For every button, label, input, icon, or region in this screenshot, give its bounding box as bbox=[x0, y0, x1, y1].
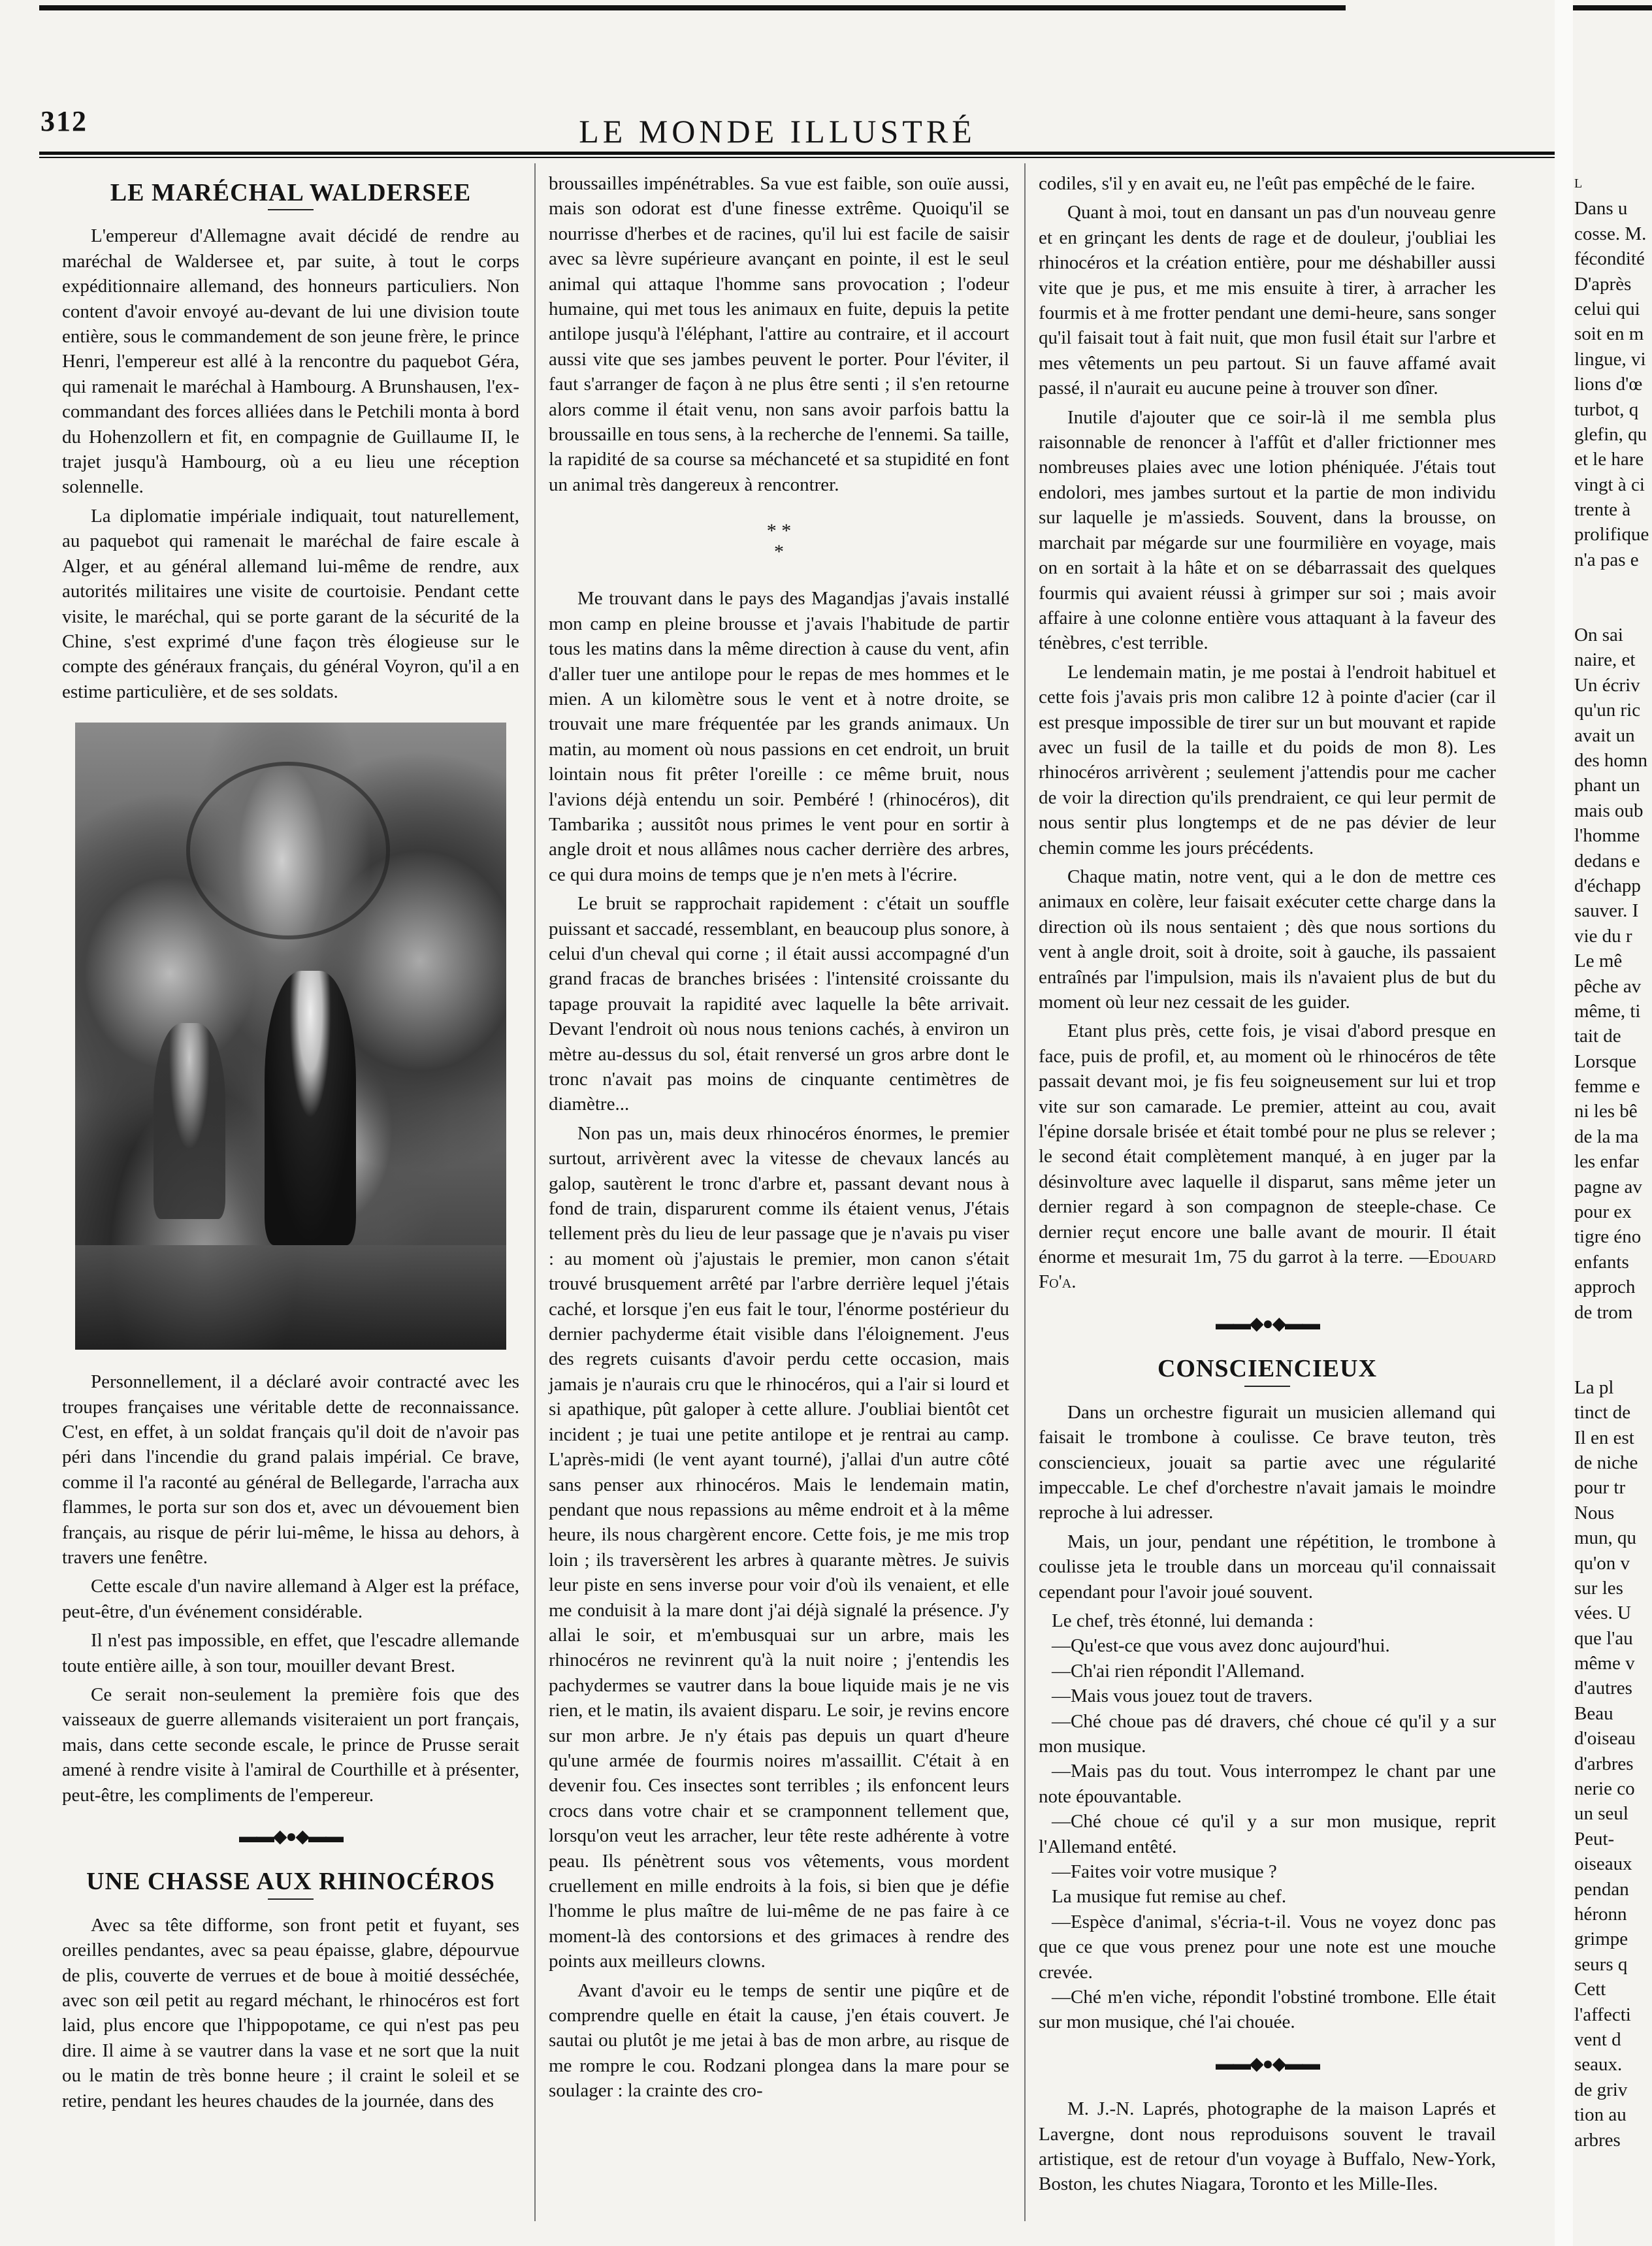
adjacent-page-line: même v bbox=[1574, 1653, 1635, 1674]
adjacent-page-line bbox=[1574, 572, 1652, 623]
adjacent-page-line: naire, et bbox=[1574, 649, 1636, 671]
adjacent-page-line: approch bbox=[1574, 1277, 1636, 1298]
paragraph: Avec sa tête difforme, son front petit et fuyant, ses oreilles pendantes, avec sa peau épaisse, glabre, dépourvue de plis, couverte de verrues et de boue à moitié desséchée, avec son œil petit au regard méchant, le rhinocéros est fort laid, plus encore que l'hippopotame, ce qui n'est pas peu dire. Il aime à se vautrer dans la vase et ne sort que la nuit ou le matin de très bonne heure ; il craint le soleil et se retire, pendant les heures chaudes de la journée, dans des bbox=[62, 1914, 519, 2111]
paragraph: Inutile d'ajouter que ce soir-là il me sembla plus raisonnable de renoncer à l'affût et d'aller frictionner mes nombreuses plaies avec une lotion phéniquée. J'étais tout endolori, mes jambes surtout et la partie de mon individu sur laquelle je m'assieds. Souvent, dans la brousse, on marchait par mégarde sur une fourmilière en voyage, mais on en sortait à la hâte et on se débarrassait des quelques fourmis qui avaient réussi à grimper sur soi ; mais avoir affaire à une colonne entière vous attaquant à la faveur des ténèbres, c'est terrible. bbox=[1039, 406, 1496, 654]
adjacent-page-line: lions d'œ bbox=[1574, 374, 1643, 395]
page-gutter bbox=[1555, 0, 1573, 2246]
paragraph: Personnellement, il a déclaré avoir contracté avec les troupes françaises une véritable dette de reconnaissance. C'est, en effet, à un soldat français qu'il doit de n'avoir pas péri dans l'incendie du grand palais impérial. Ce brave, comme il l'a raconté au général de Bellegarde, l'arracha aux flammes, le porta sur son dos et, avec un dévouement bien français, au risque de périr lui-même, le hissa au dehors, à travers une fenêtre. bbox=[62, 1371, 519, 1568]
paragraph: Mais, un jour, pendant une répétition, le trombone à coulisse jeta le trouble dans un morceau qu'il connaissait cependant pour l'avoir joué souvent. bbox=[1039, 1531, 1496, 1603]
column-2 bbox=[549, 171, 1009, 2108]
adjacent-page-line: de trom bbox=[1574, 1301, 1633, 1323]
adjacent-page-line: grimpe bbox=[1574, 1929, 1628, 1950]
adjacent-page-line: d'échapp bbox=[1574, 875, 1641, 896]
dialogue-line: —Mais pas du tout. Vous interrompez le chant par une note épouvantable. bbox=[1039, 1761, 1496, 1807]
adjacent-page-line: seaux. bbox=[1574, 2054, 1623, 2075]
column-divider bbox=[1024, 163, 1026, 2221]
adjacent-page-line: mun, qu bbox=[1574, 1527, 1637, 1549]
adjacent-page-line: fécondité bbox=[1574, 248, 1645, 270]
dialogue-line: —Ché m'en viche, répondit l'obstiné trombone. Elle était sur mon musique, ché l'ai chouée. bbox=[1039, 1987, 1496, 2033]
adjacent-page-line: de griv bbox=[1574, 2079, 1628, 2100]
adjacent-page-line: arbres bbox=[1574, 2129, 1621, 2151]
dialogue-line: —Faites voir votre musique ? bbox=[1052, 1861, 1277, 1882]
adjacent-page-line: phant un bbox=[1574, 775, 1640, 796]
adjacent-page-line: trente à bbox=[1574, 499, 1631, 521]
adjacent-page-line: Cett bbox=[1574, 1979, 1606, 2000]
adjacent-page-line: d'oiseau bbox=[1574, 1728, 1636, 1750]
adjacent-page-line: Un écriv bbox=[1574, 674, 1640, 696]
adjacent-page-line: tigre éno bbox=[1574, 1226, 1642, 1248]
dialogue-line: —Ché choue pas dé dravers, ché choue cé qu'il y a sur mon musique. bbox=[1039, 1710, 1496, 1757]
adjacent-page-line: vie du r bbox=[1574, 925, 1632, 947]
adjacent-page-line: d'autres bbox=[1574, 1678, 1632, 1699]
title-rule bbox=[268, 209, 314, 210]
dialogue-line: Le chef, très étonné, lui demanda : bbox=[1052, 1610, 1314, 1631]
paragraph: La diplomatie impériale indiquait, tout naturellement, au paquebot qui ramenait le maréchal de faire escale à Alger, et au général allemand lui-même de rendre, aux autorités militaires une visite de courtoisie. Pendant cette visite, le maréchal, qui se porte garant de la sécurité de la Chine, s'est exprimé d'une façon très élogieuse sur le compte des généraux français, du général Voyron, qu'il a en estime particulière, et de ses soldats. bbox=[62, 505, 519, 702]
adjacent-page-line: soit en m bbox=[1574, 323, 1644, 345]
adjacent-page-line: On sai bbox=[1574, 625, 1623, 646]
paragraph: Chaque matin, notre vent, qui a le don de mettre ces animaux en colère, leur faisait exécuter cette charge dans la direction où ils nous sentaient ; dès que nous sortions du vent à angle droit, soit à droite, soit à gauche, ils passaient entraînés par l'impulsion, mais ils n'avaient plus de but du moment où leur nez cessait de les guider. bbox=[1039, 866, 1496, 1013]
adjacent-page-line: avait un bbox=[1574, 724, 1635, 746]
paragraph: Il n'est pas impossible, en effet, que l'escadre allemande toute entière aille, à son tour, mouiller devant Brest. bbox=[62, 1630, 519, 1676]
adjacent-page-line: des homn bbox=[1574, 750, 1647, 771]
adjacent-page-line: tion au bbox=[1574, 2104, 1627, 2126]
adjacent-page-line: oiseaux bbox=[1574, 1853, 1632, 1875]
adjacent-page-heading: L bbox=[1574, 176, 1584, 191]
adjacent-page-line: Lorsque bbox=[1574, 1050, 1637, 1072]
photo-figure-shape bbox=[154, 1023, 225, 1219]
adjacent-page-line: dedans e bbox=[1574, 850, 1640, 871]
paragraph-text: Etant plus près, cette fois, je visai d'abord presque en face, puis de profil, et, au moment où le rhinocéros de tête passait devant moi, je fis feu soigneusement sur lui et trop vite sur son camarade. Le premier, atteint au cou, avait l'épine dorsale brisée et était tombé pour ne plus se relever ; le second était complètement manqué, à en juger par la désinvolture avec laquelle il disparut, sans même jeter un dernier regard à son compagnon de steeple-chase. Ce dernier reçut encore une balle avant de mourir. Il était énorme et mesurait 1m, 75 du garrot à la terre. — bbox=[1039, 1020, 1496, 1268]
adjacent-page-line: et le hare bbox=[1574, 449, 1644, 470]
dialogue-line: —Qu'est-ce que vous avez donc aujourd'hui. bbox=[1052, 1635, 1390, 1657]
adjacent-page-line: tait de bbox=[1574, 1026, 1621, 1047]
adjacent-page-line: un seul bbox=[1574, 1803, 1628, 1825]
adjacent-page-line: pêche av bbox=[1574, 975, 1642, 997]
column-1 bbox=[62, 171, 519, 2117]
article-title-consciencieux: CONSCIENCIEUX bbox=[1157, 1355, 1378, 1383]
adjacent-page-line: Il en est bbox=[1574, 1427, 1634, 1448]
adjacent-page-line: pagne av bbox=[1574, 1176, 1642, 1197]
adjacent-page-line: prolifique bbox=[1574, 524, 1649, 545]
adjacent-page-line: l'affecti bbox=[1574, 2004, 1631, 2025]
paragraph: Quant à moi, tout en dansant un pas d'un nouveau genre et en grinçant les dents de rage et de douleur, j'oubliai les rhinocéros et la création entière, pour me déshabiller aussi vite que je pus, et me mis ensuite à tirer, à arracher les fourmis et à me frotter pendant une demi-heure, sans songer qu'il faisait tout à fait nuit, que mon fusil était sur l'arbre et mes vêtements un peu partout. Si un fauve affamé avait passé, il n'aurait eu aucune peine à trouver son dîner. bbox=[1039, 202, 1496, 399]
section-stars: * * * bbox=[766, 520, 792, 563]
adjacent-page-line: glefin, qu bbox=[1574, 423, 1647, 445]
adjacent-page-line: vingt à ci bbox=[1574, 474, 1645, 495]
adjacent-page-strip bbox=[1574, 171, 1652, 2153]
paragraph: Avant d'avoir eu le temps de sentir une piqûre et de comprendre quelle en était la cause, j'en étais couvert. Je sautai ou plutôt je me jetai à bas de mon arbre, au risque de me rompre le cou. Rodzani plongea dans la mare pour se soulager : la crainte des cro- bbox=[549, 1979, 1009, 2102]
top-border-right bbox=[1568, 5, 1652, 10]
paragraph: codiles, s'il y en avait eu, ne l'eût pas empêché de le faire. bbox=[1039, 173, 1476, 194]
adjacent-page-line: Nous bbox=[1574, 1502, 1615, 1523]
ornament-divider: ▬▬◆●◆▬▬ bbox=[1216, 2053, 1319, 2074]
paragraph: L'empereur d'Allemagne avait décidé de rendre au maréchal de Waldersee et, par suite, à tout le corps expéditionnaire allemand, des honneurs particuliers. Non content d'avoir envoyé au-devant de lui une division toute entière, sous le commandement de son jeune frère, le prince Henri, l'empereur est allé à la rencontre du paquebot Géra, qui ramenait le maréchal à Hambourg. A Brunshausen, l'ex-commandant des forces alliées dans le Petchili monta à bord du Hohenzollern et fit, en compagnie de Guillaume II, le trajet jusqu'à Hambourg, où a eu lieu une réception solennelle. bbox=[62, 225, 519, 498]
ornament-divider: ▬▬◆●◆▬▬ bbox=[239, 1827, 342, 1847]
adjacent-page-line: pour ex bbox=[1574, 1201, 1632, 1223]
adjacent-page-line: seurs q bbox=[1574, 1953, 1628, 1975]
adjacent-page-line: celui qui bbox=[1574, 298, 1640, 319]
adjacent-page-line: de la ma bbox=[1574, 1126, 1639, 1147]
paragraph: Non pas un, mais deux rhinocéros énormes, le premier surtout, arrivèrent avec la vitesse de chevaux lancés au galop, sautèrent le tronc d'arbre et, passant devant nous à fond de train, disparurent comme ils étaient venus, J'étais tellement près du lieu de leur passage que je n'avais pu viser : au moment où j'ajustais le premier, mon canon s'était trouvé brusquement arrêté par l'arbre derrière lequel j'étais caché, et lorsque j'en eus fait le tour, l'énorme postérieur du dernier pachyderme était visible dans l'éloignement. J'eus des regrets cuisants d'avoir perdu cette occasion, mais jamais je n'aurais cru que le rhinocéros, qui a l'air si lourd et si apathique, pût galoper à cette allure. J'oubliai bientôt cet incident ; je tuai une petite antilope et je rentrai au camp. L'après-midi (le vent ayant tourné), j'allai d'un autre côté sans penser aux rhinocéros. Mais le lendemain matin, pendant que nous repassions au même endroit et à la même heure, ils nous chargèrent encore. Cette fois, je me mis trop loin ; ils traversèrent les arbres à quarante mètres. Je suivis leur piste en sens inverse pour voir d'où ils venaient, et elle me conduisit à la mare dont j'ai déjà signalé la présence. J'y allai le soir, et m'embusquai sur un arbre, mais les rhinocéros ne revinrent qu'à la nuit noire ; j'entendis les pachydermes se vautrer dans la boue liquide mais je ne vis rien, et le matin, ils avaient disparu. Le soir, je revins encore sur mon arbre. Je n'y étais pas depuis un quart d'heure qu'une armée de fourmis noires m'assaillit. C'était à en devenir fou. Ces insectes sont terribles ; ils enfoncent leurs crocs dans votre chair et se cramponnent tellement que, lorsqu'on veut les arracher, leur tête reste adhérente à votre peau. Ils pénètrent sous vos vêtements, vous mordent cruellement en mille endroits à la fois, si bien que je défie l'homme le plus maître de lui-même de ne pas faire à ce moment-là des contorsions et des grimaces à rendre des points aux meilleurs clowns. bbox=[549, 1122, 1009, 1972]
adjacent-page-line: mais oub bbox=[1574, 800, 1644, 821]
column-divider bbox=[534, 163, 536, 2221]
adjacent-page-line: La pl bbox=[1574, 1376, 1614, 1398]
adjacent-page-line: même, ti bbox=[1574, 1000, 1641, 1022]
adjacent-page-line bbox=[1574, 1325, 1652, 1375]
paragraph: Ce serait non-seulement la première fois que des vaisseaux de guerre allemands visiteraient un port français, mais, dans cette seconde escale, le prince de Prusse serait amené à rendre visite à l'amiral de Courthille et à présenter, peut-être, les compliments de l'empereur. bbox=[62, 1684, 519, 1806]
dialogue-line: —Ché choue cé qu'il y a sur mon musique, reprit l'Allemand entêté. bbox=[1039, 1811, 1496, 1857]
photo-floor-shape bbox=[75, 1245, 506, 1350]
adjacent-page-line: que l'au bbox=[1574, 1627, 1633, 1649]
adjacent-page-line: l'homme bbox=[1574, 825, 1640, 847]
title-rule bbox=[1244, 1386, 1290, 1387]
photo-frame-shape bbox=[186, 762, 390, 939]
dialogue-line: La musique fut remise au chef. bbox=[1052, 1886, 1287, 1908]
photo-figure-shape bbox=[265, 971, 356, 1245]
paragraph: Le lendemain matin, je me postai à l'endroit habituel et cette fois j'avais pris mon calibre 12 à pointe d'acier (car il est presque impossible de tirer sur un but mouvant et rapide avec un fusil de la taille et du poids de mon 8). Les rhinocéros arrivèrent ; seulement j'attendis pour me cacher de voir la direction qu'ils prendraient, ce qui leur permit de nous sentir plus longtemps et de ne pas dévier de leur chemin comme les jours précédents. bbox=[1039, 661, 1496, 858]
column-3 bbox=[1039, 171, 1496, 2201]
adjacent-page-line: Le mê bbox=[1574, 951, 1623, 972]
page-number: 312 bbox=[40, 105, 88, 137]
masthead-rule-thin bbox=[39, 157, 1555, 158]
dialogue-line: —Espèce d'animal, s'écria-t-il. Vous ne voyez donc pas que ce que vous prenez pour une note est une mouche crevée. bbox=[1039, 1911, 1496, 1983]
masthead: LE MONDE ILLUSTRÉ bbox=[579, 113, 976, 150]
adjacent-page-line: n'a pas e bbox=[1574, 549, 1639, 570]
masthead-rule bbox=[39, 152, 1555, 155]
adjacent-page-line: turbot, q bbox=[1574, 399, 1639, 420]
author-signature: Edouard Fo'a. bbox=[1039, 1246, 1496, 1293]
paragraph: Dans un orchestre figurait un musicien allemand qui faisait le trombone à coulisse. Ce brave teuton, très consciencieux, jouait sa partie avec une régularité impeccable. Le chef d'orchestre n'avait jamais le moindre reproche à lui adresser. bbox=[1039, 1401, 1496, 1523]
ornament-divider: ▬▬◆●◆▬▬ bbox=[1216, 1313, 1319, 1334]
adjacent-page-line: nerie co bbox=[1574, 1778, 1635, 1800]
adjacent-page-line: Beau bbox=[1574, 1702, 1613, 1724]
adjacent-page-line: qu'on v bbox=[1574, 1552, 1630, 1574]
adjacent-page-line: qu'un ric bbox=[1574, 700, 1641, 721]
adjacent-page-line: femme e bbox=[1574, 1076, 1640, 1098]
dialogue-line: —Mais vous jouez tout de travers. bbox=[1052, 1685, 1313, 1707]
adjacent-page-line: pour tr bbox=[1574, 1477, 1626, 1499]
adjacent-page-line: lingue, vi bbox=[1574, 348, 1646, 370]
article-title-waldersee: LE MARÉCHAL WALDERSEE bbox=[110, 179, 472, 206]
adjacent-page-line: de niche bbox=[1574, 1452, 1638, 1473]
dialogue-line: —Ch'ai rien répondit l'Allemand. bbox=[1052, 1660, 1305, 1682]
title-rule bbox=[268, 1898, 314, 1900]
adjacent-page-line: ni les bê bbox=[1574, 1101, 1638, 1122]
adjacent-page-line: sur les bbox=[1574, 1577, 1623, 1599]
adjacent-page-line: D'après bbox=[1574, 273, 1632, 295]
adjacent-page-line: sauver. I bbox=[1574, 900, 1639, 922]
paragraph bbox=[1039, 1018, 1496, 1294]
top-border bbox=[39, 5, 1346, 10]
adjacent-page-line: vées. U bbox=[1574, 1603, 1631, 1624]
waldersee-photograph bbox=[75, 723, 506, 1350]
adjacent-page-line: Peut- bbox=[1574, 1828, 1615, 1849]
adjacent-page-line: pendan bbox=[1574, 1878, 1629, 1900]
adjacent-page-line: tinct de bbox=[1574, 1402, 1631, 1424]
paragraph: Cette escale d'un navire allemand à Alger est la préface, peut-être, d'un événement considérable. bbox=[62, 1576, 519, 1622]
adjacent-page-line: les enfar bbox=[1574, 1151, 1640, 1173]
adjacent-page-line: cosse. M. bbox=[1574, 223, 1647, 244]
paragraph: M. J.-N. Laprés, photographe de la maison Laprés et Lavergne, dont nous reproduisons souvent le travail artistique, est de retour d'un voyage à Buffalo, New-York, Boston, les chutes Niagara, Toronto et les Mille-Iles. bbox=[1039, 2098, 1496, 2195]
adjacent-page-line: d'arbres bbox=[1574, 1753, 1634, 1774]
adjacent-page-line: Dans u bbox=[1574, 198, 1628, 220]
adjacent-page-line: vent d bbox=[1574, 2028, 1621, 2050]
article-title-rhinoceros: UNE CHASSE AUX RHINOCÉROS bbox=[86, 1868, 495, 1896]
paragraph: Le bruit se rapprochait rapidement : c'était un souffle puissant et saccadé, ressemblant, en beaucoup plus sonore, à celui d'un cheval qui corne ; il était aussi accompagné d'un grand fracas de branches brisées : l'intensité croissante du tapage prouvait la rapidité avec laquelle la bête arrivait. Devant l'endroit où nous nous tenions cachés, à environ un mètre au-dessus du sol, était renversé un gros arbre dont le tronc n'avait pas moins de cinquante centimètres de diamètre... bbox=[549, 893, 1009, 1115]
adjacent-page-line: enfants bbox=[1574, 1251, 1629, 1273]
adjacent-page-line: héronn bbox=[1574, 1903, 1627, 1925]
paragraph: Me trouvant dans le pays des Magandjas j'avais installé mon camp en pleine brousse et j'avais l'habitude de partir tous les matins dans la même direction à cause du vent, afin d'aller tuer une antilope pour le repas de mes hommes et le mien. A un kilomètre sous le vent et à notre droite, se trouvait une mare fréquentée par les grands animaux. Un matin, au moment où nous passions en cet endroit, un bruit lointain nous fit prêter l'oreille : ce même bruit, nous l'avions déjà entendu un soir. Pembéré ! (rhinocéros), dit Tambarika ; aussitôt nous primes le vent pour en sortir à angle droit et nous allâmes nous cacher derrière des arbres, ce qui dura moins de temps que je n'en mets à l'écrire. bbox=[549, 588, 1009, 885]
paragraph: broussailles impénétrables. Sa vue est faible, son ouïe aussi, mais son odorat est d'une finesse extrême. Quoiqu'il se nourrisse d'herbes et de racines, qu'il lui est facile de saisir avec sa lèvre supérieure avançant en pointe, il est le seul animal qui attaque l'homme sans provocation ; l'odeur humaine, qui met tous les animaux en fuite, depuis la petite antilope jusqu'à l'éléphant, l'attire au contraire, et il accourt aussi vite que ses jambes peuvent le porter. Pour l'éviter, il faut s'arranger de façon à ne plus être senti ; il s'en retourne alors comme il était venu, non sans avoir parfois battu la broussaille en tous sens, à la recherche de l'ennemi. Sa taille, la rapidité de sa course sa méchanceté et sa stupidité en font un animal très dangereux à rencontrer. bbox=[549, 173, 1010, 495]
